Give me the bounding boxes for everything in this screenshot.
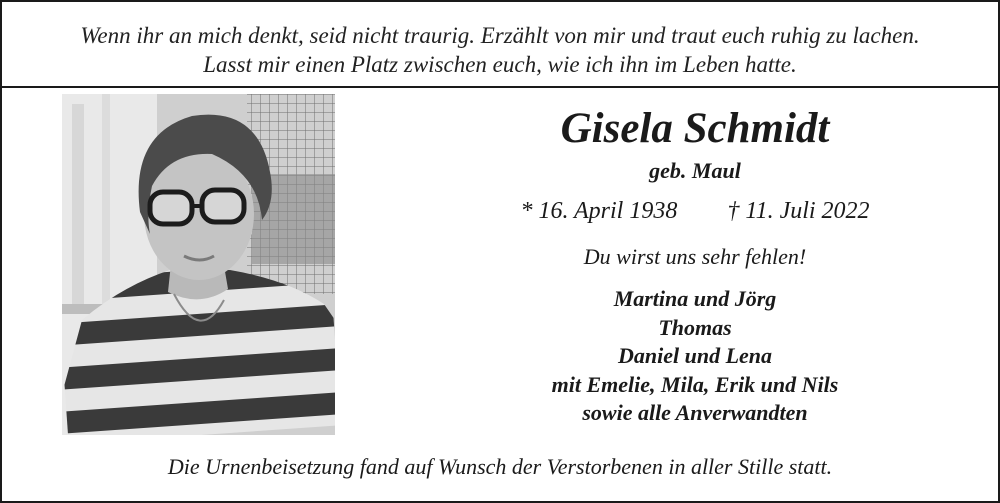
burial-notice: Die Urnenbeisetzung fand auf Wunsch der Verstorbenen in aller Stille statt. <box>167 454 833 479</box>
portrait-photo <box>62 94 335 435</box>
life-dates <box>440 196 950 226</box>
memorial-quote <box>0 21 1000 79</box>
quote-line-1: Wenn ihr an mich denkt, seid nicht traurig. Erzählt von mir und traut euch ruhig zu lachen. <box>80 23 920 48</box>
mourner-line: mit Emelie, Mila, Erik und Nils <box>551 371 839 397</box>
mourner-line: Martina und Jörg <box>613 286 777 311</box>
mourners-list <box>440 285 950 428</box>
deceased-name: Gisela Schmidt <box>560 105 830 152</box>
divider-line <box>2 86 998 88</box>
mourner-line: Daniel und Lena <box>617 343 773 368</box>
farewell-line: Du wirst uns sehr fehlen! <box>583 244 807 269</box>
maiden-name: geb. Maul <box>649 158 741 183</box>
death-date: † 11. Juli 2022 <box>727 198 870 224</box>
mourner-line: Thomas <box>658 314 732 340</box>
birth-date: * 16. April 1938 <box>520 198 678 224</box>
quote-line-2: Lasst mir einen Platz zwischen euch, wie ich ihn im Leben hatte. <box>203 52 797 77</box>
mourner-line: sowie alle Anverwandten <box>582 400 808 425</box>
